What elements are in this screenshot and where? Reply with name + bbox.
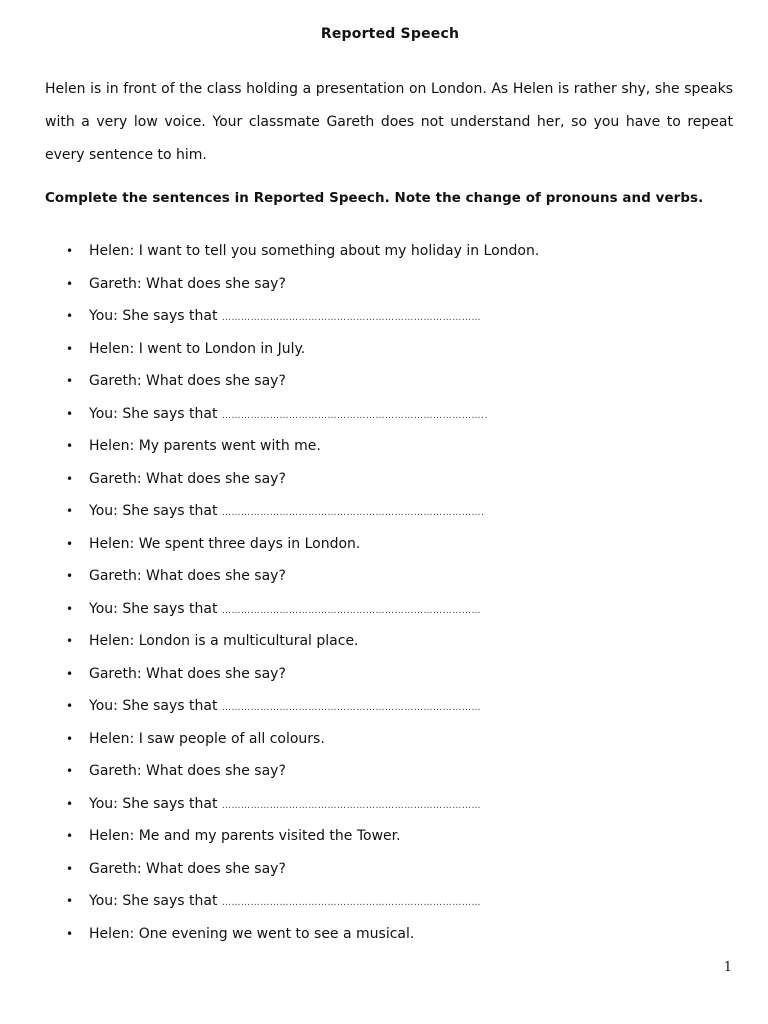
- bullet-icon: •: [66, 374, 74, 388]
- line-text: What does she say?: [146, 568, 286, 584]
- dialogue-line: [0, 820, 768, 853]
- speaker-label: Gareth:: [89, 763, 142, 779]
- answer-blank[interactable]: ………………………………………………………………………: [221, 605, 482, 616]
- speaker-label: Helen:: [89, 243, 135, 259]
- line-text: London is a multicultural place.: [138, 633, 359, 649]
- bullet-icon: •: [66, 601, 74, 616]
- page-title: Reported Speech: [320, 26, 460, 42]
- answer-blank[interactable]: ………………………………………………………………………: [221, 313, 482, 323]
- bullet-icon: •: [66, 926, 74, 941]
- bullet-icon: •: [66, 471, 74, 486]
- line-text: What does she say?: [146, 665, 286, 682]
- speaker-label: Gareth:: [89, 470, 142, 487]
- dialogue-line: [0, 755, 768, 788]
- dialogue-list: [0, 235, 768, 950]
- bullet-icon: •: [66, 731, 74, 746]
- speaker-label: Helen:: [89, 340, 135, 357]
- answer-blank[interactable]: ………………………………………………………………………: [221, 703, 482, 713]
- line-text: She says that: [122, 893, 218, 909]
- dialogue-line: [0, 528, 768, 561]
- speaker-label: Gareth:: [89, 860, 142, 877]
- dialogue-line: [0, 658, 768, 691]
- line-text: She says that: [122, 795, 218, 812]
- line-text: My parents went with me.: [138, 438, 321, 454]
- speaker-label: Helen:: [89, 438, 135, 454]
- bullet-icon: •: [66, 569, 74, 583]
- line-text: I want to tell you something about my holiday in London.: [138, 243, 540, 259]
- dialogue-line: [0, 495, 768, 528]
- bullet-icon: •: [66, 764, 74, 778]
- line-text: What does she say?: [146, 373, 286, 389]
- line-text: Me and my parents visited the Tower.: [138, 828, 401, 844]
- speaker-label: Gareth:: [89, 665, 142, 682]
- line-text: What does she say?: [146, 470, 286, 487]
- bullet-icon: •: [66, 244, 74, 258]
- bullet-icon: •: [66, 796, 74, 811]
- bullet-icon: •: [66, 666, 74, 681]
- dialogue-line: [0, 398, 768, 431]
- speaker-label: You:: [89, 893, 118, 909]
- line-text: I went to London in July.: [138, 340, 306, 357]
- line-text: She says that: [122, 698, 218, 714]
- dialogue-line: [0, 690, 768, 723]
- dialogue-line: [0, 788, 768, 821]
- line-text: She says that: [122, 600, 218, 617]
- speaker-label: Helen:: [89, 633, 135, 649]
- page-number: 1: [723, 960, 732, 975]
- speaker-label: Gareth:: [89, 275, 142, 292]
- dialogue-line: [0, 625, 768, 658]
- bullet-icon: •: [66, 276, 74, 291]
- dialogue-line: [0, 918, 768, 951]
- speaker-label: Helen:: [89, 828, 135, 844]
- dialogue-line: [0, 885, 768, 918]
- line-text: She says that: [122, 308, 218, 324]
- bullet-icon: •: [66, 894, 74, 908]
- bullet-icon: •: [66, 829, 74, 843]
- speaker-label: You:: [89, 698, 118, 714]
- line-text: What does she say?: [146, 763, 286, 779]
- bullet-icon: •: [66, 634, 74, 648]
- bullet-icon: •: [66, 341, 74, 356]
- dialogue-line: [0, 853, 768, 886]
- dialogue-line: [0, 235, 768, 268]
- answer-blank[interactable]: ……………………………………………………………………….: [221, 508, 485, 518]
- line-text: She says that: [122, 405, 218, 422]
- bullet-icon: •: [66, 309, 74, 323]
- bullet-icon: •: [66, 861, 74, 876]
- dialogue-line: [0, 300, 768, 333]
- line-text: We spent three days in London.: [138, 535, 361, 552]
- speaker-label: You:: [89, 600, 118, 617]
- speaker-label: You:: [89, 503, 118, 519]
- dialogue-line: [0, 593, 768, 626]
- speaker-label: You:: [89, 405, 118, 422]
- answer-blank[interactable]: ………………………………………………………………………..: [221, 410, 489, 421]
- instruction-text: Complete the sentences in Reported Speech. Note the change of pronouns and verbs.: [45, 191, 704, 206]
- line-text: What does she say?: [146, 860, 286, 877]
- line-text: I saw people of all colours.: [138, 730, 325, 747]
- bullet-icon: •: [66, 439, 74, 453]
- line-text: One evening we went to see a musical.: [138, 925, 415, 942]
- speaker-label: Helen:: [89, 925, 135, 942]
- line-text: What does she say?: [146, 275, 286, 292]
- speaker-label: You:: [89, 308, 118, 324]
- dialogue-line: [0, 365, 768, 398]
- speaker-label: Helen:: [89, 535, 135, 552]
- bullet-icon: •: [66, 406, 74, 421]
- line-text: She says that: [122, 503, 218, 519]
- dialogue-line: [0, 268, 768, 301]
- intro-paragraph: Helen is in front of the class holding a presentation on London. As Helen is rather shy, she speaks with a very low voice. Your classmate Gareth does not understand her, so you have to repeat every sentence to him.: [45, 81, 733, 163]
- speaker-label: Gareth:: [89, 568, 142, 584]
- dialogue-line: [0, 560, 768, 593]
- bullet-icon: •: [66, 536, 74, 551]
- dialogue-line: [0, 333, 768, 366]
- dialogue-line: [0, 723, 768, 756]
- bullet-icon: •: [66, 504, 74, 518]
- speaker-label: Helen:: [89, 730, 135, 747]
- speaker-label: You:: [89, 795, 118, 812]
- dialogue-line: [0, 463, 768, 496]
- speaker-label: Gareth:: [89, 373, 142, 389]
- answer-blank[interactable]: ………………………………………………………………………: [221, 898, 482, 908]
- dialogue-line: [0, 430, 768, 463]
- answer-blank[interactable]: ………………………………………………………………………: [221, 800, 482, 811]
- bullet-icon: •: [66, 699, 74, 713]
